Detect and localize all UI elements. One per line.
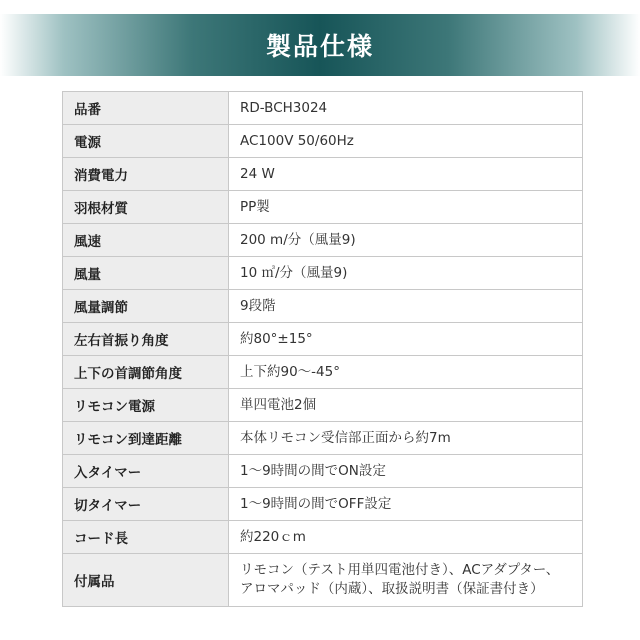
- table-row: [63, 92, 583, 125]
- spec-value-line: RD-BCH3024: [240, 99, 328, 116]
- spec-value-line: 単四電池2個: [240, 396, 317, 413]
- spec-label: 電源: [63, 125, 229, 158]
- spec-value-line: 上下約90～-45°: [240, 363, 340, 380]
- spec-value: [229, 389, 583, 422]
- spec-value-line: 1～9時間の間でOFF設定: [240, 495, 392, 512]
- spec-value: [229, 323, 583, 356]
- spec-label: 切タイマー: [63, 488, 229, 521]
- spec-label: コード長: [63, 521, 229, 554]
- spec-label: リモコン電源: [63, 389, 229, 422]
- spec-value: [229, 554, 583, 607]
- spec-value: [229, 356, 583, 389]
- spec-value-line: PP製: [240, 198, 270, 215]
- table-row: [63, 488, 583, 521]
- spec-label: 上下の首調節角度: [63, 356, 229, 389]
- spec-label: 品番: [63, 92, 229, 125]
- page-title: 製品仕様: [265, 32, 374, 61]
- spec-label: 風量: [63, 257, 229, 290]
- spec-value-line: 200 m/分（風量9): [240, 231, 356, 248]
- spec-value-line: 約220ｃm: [240, 528, 306, 545]
- spec-label: 羽根材質: [63, 191, 229, 224]
- spec-table-body: [63, 92, 583, 607]
- spec-value-line: 本体リモコン受信部正面から約7m: [240, 429, 451, 446]
- spec-value: [229, 290, 583, 323]
- spec-value: [229, 92, 583, 125]
- table-row: [63, 356, 583, 389]
- spec-value-line: 1～9時間の間でON設定: [240, 462, 386, 479]
- spec-value-line: 約80°±15°: [240, 330, 313, 347]
- spec-value-line: 9段階: [240, 297, 276, 314]
- spec-label: 左右首振り角度: [63, 323, 229, 356]
- spec-value-line: AC100V 50/60Hz: [240, 132, 354, 149]
- table-row: [63, 125, 583, 158]
- spec-value: [229, 422, 583, 455]
- spec-label: 付属品: [63, 554, 229, 607]
- table-row: [63, 389, 583, 422]
- spec-value-line: アロマパッド（内蔵）、取扱説明書（保証書付き）: [240, 581, 544, 597]
- table-row: [63, 521, 583, 554]
- spec-value: [229, 191, 583, 224]
- spec-value: [229, 455, 583, 488]
- table-row: [63, 323, 583, 356]
- spec-value: [229, 125, 583, 158]
- table-row: [63, 554, 583, 607]
- spec-value-line: リモコン（テスト用単四電池付き）、ACアダプター、: [240, 562, 560, 578]
- table-row: [63, 158, 583, 191]
- spec-label: 消費電力: [63, 158, 229, 191]
- spec-label: 風量調節: [63, 290, 229, 323]
- table-row: [63, 257, 583, 290]
- table-row: [63, 191, 583, 224]
- table-row: [63, 224, 583, 257]
- spec-value-line: 10 ㎥/分（風量9): [240, 264, 348, 281]
- spec-value: [229, 257, 583, 290]
- spec-value: [229, 224, 583, 257]
- table-row: [63, 455, 583, 488]
- table-row: [63, 290, 583, 323]
- spec-value: [229, 521, 583, 554]
- spec-value-line: 24 W: [240, 165, 275, 182]
- table-row: [63, 422, 583, 455]
- spec-label: 風速: [63, 224, 229, 257]
- header-banner: [0, 14, 640, 76]
- spec-label: リモコン到達距離: [63, 422, 229, 455]
- spec-label: 入タイマー: [63, 455, 229, 488]
- spec-table: [62, 91, 583, 607]
- spec-value: [229, 488, 583, 521]
- spec-value: [229, 158, 583, 191]
